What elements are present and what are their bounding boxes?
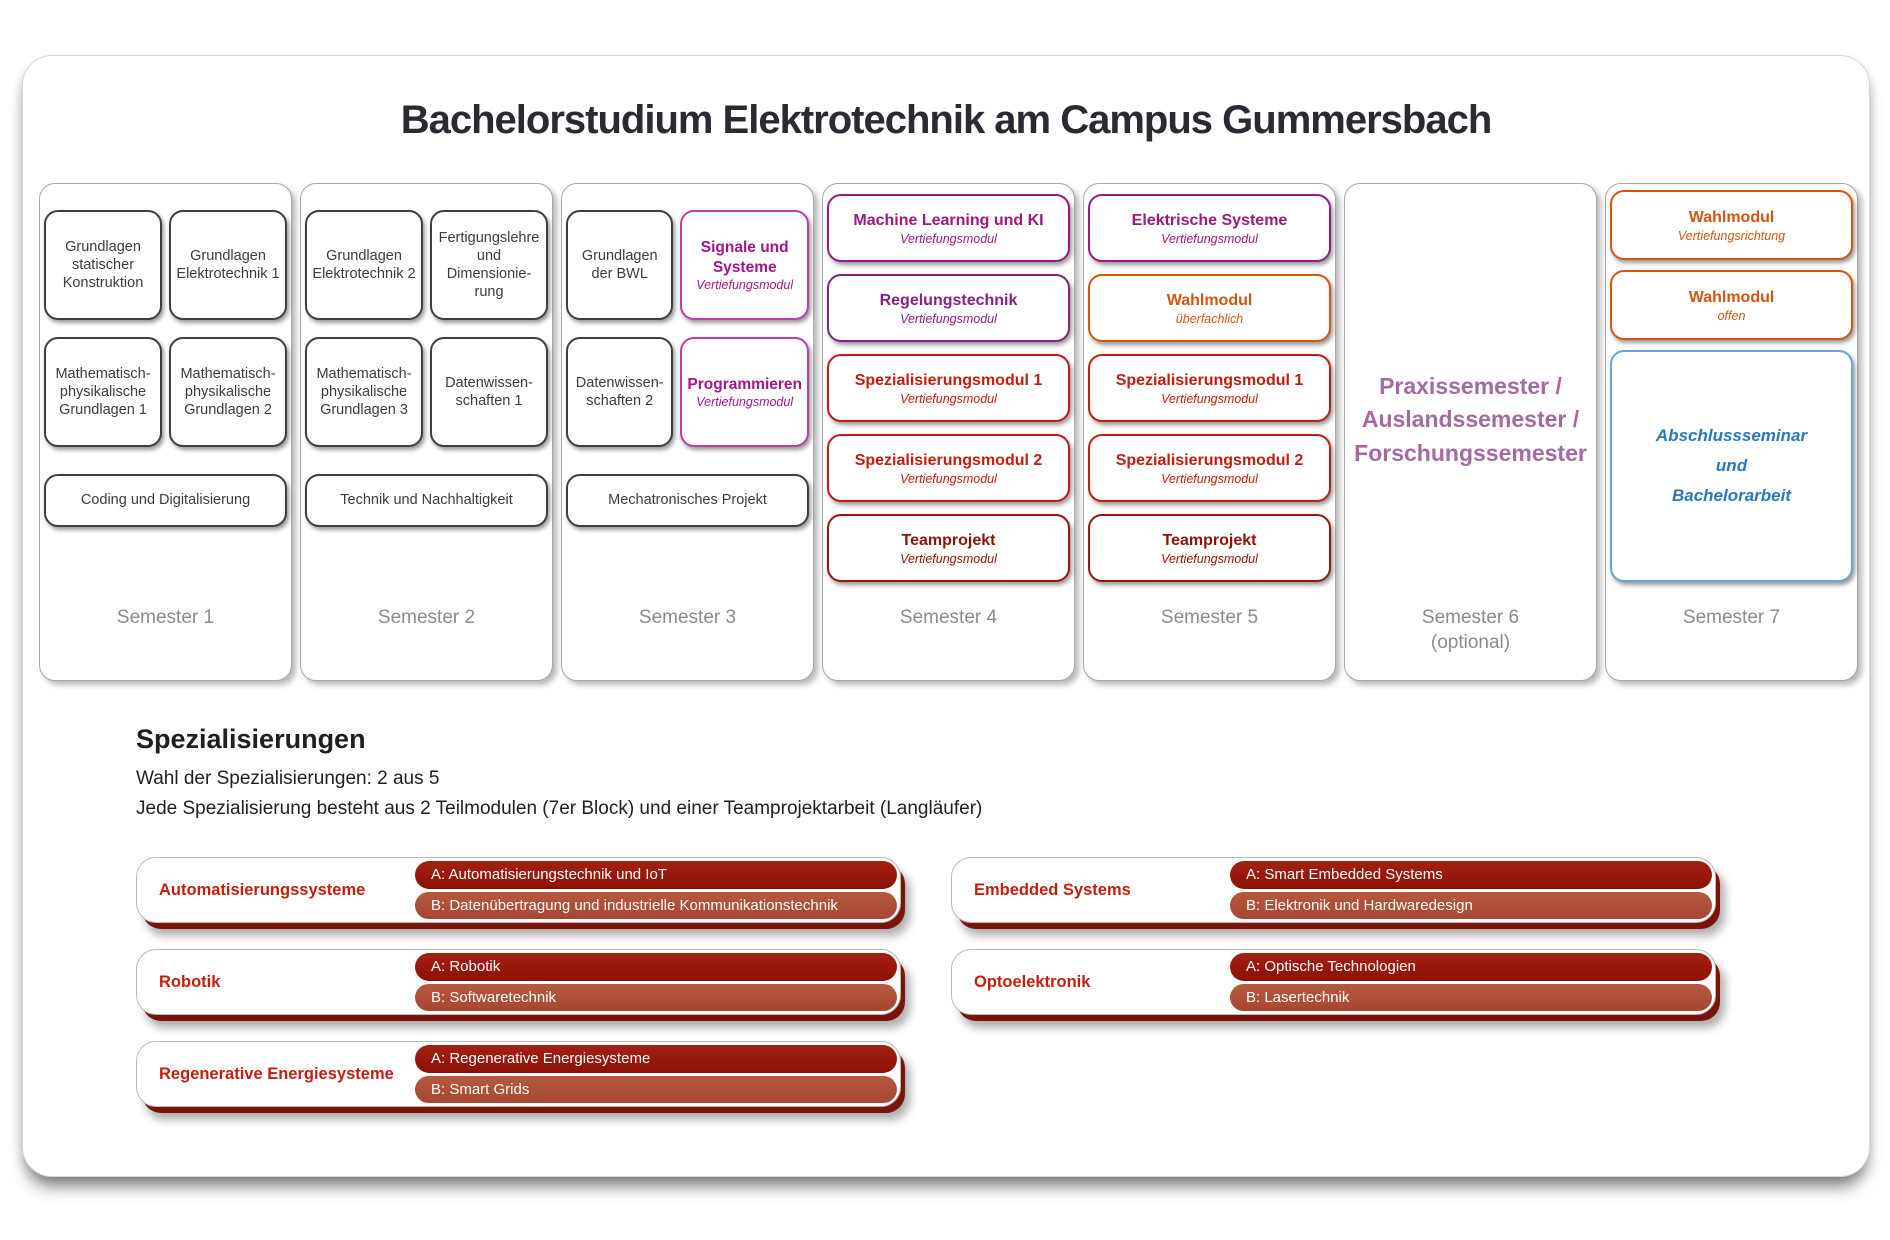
module-title: Datenwissen-schaften 1 [445,374,533,409]
module-title: Wahlmodul [1688,208,1775,226]
module-title: Wahlmodul [1166,291,1253,309]
semester-column-6 [1344,183,1597,681]
module-title: Mathematisch-physikalische Grundlagen 2 [180,365,276,419]
module-stack [1606,184,1857,582]
praxis-line: Auslandssemester / [1361,406,1580,433]
module-stack [823,184,1074,582]
spec-pills [415,950,900,1014]
spec-pill-b: B: Softwaretechnik [415,984,897,1012]
curriculum-card [22,55,1870,1177]
spec-pills [1230,858,1715,922]
module-title: Mathematisch-physikalische Grundlagen 3 [316,365,412,419]
module-box-wahlmodul-vertiefungsrichtung [1610,190,1853,260]
module-title: Spezialisierungsmodul 2 [1115,451,1304,469]
module-box-grundlagen-elektrotechnik-1 [169,210,287,320]
semester-label: Semester 1 [116,607,215,628]
module-title: Wahlmodul [1688,288,1775,306]
spec-name: Robotik [159,972,221,991]
module-subtitle: offen [1717,308,1746,323]
module-title: Teamprojekt [1162,531,1257,549]
module-subtitle: Vertiefungsmodul [900,311,997,326]
module-subtitle: Vertiefungsmodul [1161,551,1258,566]
spec-pill-b: B: Elektronik und Hardwaredesign [1230,892,1712,920]
module-box-elektrische-systeme [1088,194,1331,262]
module-box-programmieren [680,337,809,447]
semester-label: Semester 5 [1160,607,1259,628]
spec-pill-b: B: Smart Grids [415,1076,897,1104]
module-box-grundlagen-der-bwl [566,210,673,320]
module-title: Programmieren [687,375,802,393]
module-title: Teamprojekt [901,531,996,549]
module-title: Grundlagen der BWL [581,247,658,282]
module-box-math-phys-grundlagen-1 [44,337,162,447]
module-subtitle: Vertiefungsmodul [696,395,794,410]
page-title: Bachelorstudium Elektrotechnik am Campus Gummersbach [400,98,1492,142]
module-box-spezialisierungsmodul-2 [827,434,1070,502]
spec-name: Automatisierungssysteme [159,880,366,899]
module-title: Mechatronisches Projekt [608,492,767,509]
module-subtitle: Vertiefungsrichtung [1677,228,1786,243]
module-box-spezialisierungsmodul-2 [1088,434,1331,502]
module-title: Spezialisierungsmodul 2 [854,451,1043,469]
module-box-spezialisierungsmodul-1 [1088,354,1331,422]
abschluss-line: Bachelorarbeit [1671,485,1792,505]
spec-pill-a: A: Smart Embedded Systems [1230,861,1712,889]
module-title: Spezialisierungsmodul 1 [1115,371,1304,389]
module-subtitle: Vertiefungsmodul [900,551,997,566]
module-box-technik-und-nachhaltigkeit [305,474,548,527]
spec-pill-b: B: Lasertechnik [1230,984,1712,1012]
module-subtitle: Vertiefungsmodul [696,277,794,292]
semester-label-line: (optional) [1430,631,1511,653]
module-title: Grundlagen statischer Konstruktion [62,238,144,292]
spec-block-robotik [136,949,901,1015]
spec-pill-b: B: Datenübertragung und industrielle Kommunikationstechnik [415,892,897,920]
spec-pills [415,1042,900,1106]
module-title: Signale und Systeme [700,239,789,276]
module-box-machine-learning-und-ki [827,194,1070,262]
semester-label: Semester 3 [638,607,737,628]
spezialisierungen-heading: Spezialisierungen [136,724,366,754]
semester-column-2 [300,183,553,681]
spec-block-automatisierungssysteme [136,857,901,923]
spec-pill-a: A: Automatisierungstechnik und IoT [415,861,897,889]
abschluss-line: Abschlussseminar [1655,426,1808,446]
spezialisierungen-subline-1: Wahl der Spezialisierungen: 2 aus 5 [136,768,440,789]
semester-column-3 [561,183,814,681]
semester-column-7 [1605,183,1858,681]
module-box-datenwissenschaften-1 [430,337,548,447]
module-grid [301,184,552,527]
spec-block-optoelektronik [951,949,1716,1015]
module-title: Elektrische Systeme [1131,211,1288,229]
module-title [1656,421,1807,510]
spec-block-embedded-systems [951,857,1716,923]
module-grid [40,184,291,527]
module-box-datenwissenschaften-2 [566,337,673,447]
spec-pill-a: A: Optische Technologien [1230,953,1712,981]
module-grid [562,184,813,527]
module-box-teamprojekt [827,514,1070,582]
module-box-math-phys-grundlagen-2 [169,337,287,447]
module-title: Regelungstechnik [879,291,1018,309]
module-box-mechatronisches-projekt [566,474,809,527]
praxis-semester-text [1353,370,1588,470]
module-stack [1084,184,1335,582]
semester-label [1345,606,1596,655]
module-title: Mathematisch-physikalische Grundlagen 1 [55,365,151,419]
module-subtitle: Vertiefungsmodul [1161,231,1258,246]
module-title: Fertigungslehre und Dimensionie-rung [438,229,540,301]
module-subtitle: Vertiefungsmodul [1161,471,1258,486]
spec-pills [1230,950,1715,1014]
module-box-wahlmodul-ueberfachlich [1088,274,1331,342]
semester-column-1 [39,183,292,681]
module-title: Spezialisierungsmodul 1 [854,371,1043,389]
spec-block-regenerative-energiesysteme [136,1041,901,1107]
module-title: Datenwissen-schaften 2 [575,374,664,409]
module-box-grundlagen-statischer-konstruktion [44,210,162,320]
module-box-spezialisierungsmodul-1 [827,354,1070,422]
semester-label: Semester 4 [899,607,998,628]
module-box-grundlagen-elektrotechnik-2 [305,210,423,320]
module-title: Grundlagen Elektrotechnik 2 [312,247,416,282]
spec-name: Regenerative Energiesysteme [159,1064,394,1083]
abschluss-line: und [1715,456,1748,476]
semester-label-line: Semester 6 [1421,607,1520,628]
spec-pill-a: A: Regenerative Energiesysteme [415,1045,897,1073]
spec-name: Optoelektronik [974,972,1091,991]
spezialisierungen-subline-2: Jede Spezialisierung besteht aus 2 Teilmodulen (7er Block) und einer Teamprojektarbeit (Langläufer) [136,798,983,819]
module-box-regelungstechnik [827,274,1070,342]
module-box-wahlmodul-offen [1610,270,1853,340]
semester-label: Semester 2 [377,607,476,628]
semester-label: Semester 7 [1682,607,1781,628]
module-title: Machine Learning und KI [853,211,1044,229]
module-title: Grundlagen Elektrotechnik 1 [176,247,280,282]
spec-name: Embedded Systems [974,880,1131,899]
module-subtitle: Vertiefungsmodul [900,231,997,246]
spec-pills [415,858,900,922]
semester-column-5 [1083,183,1336,681]
module-subtitle: Vertiefungsmodul [900,471,997,486]
module-subtitle: überfachlich [1175,311,1244,326]
module-subtitle: Vertiefungsmodul [900,391,997,406]
module-box-math-phys-grundlagen-3 [305,337,423,447]
praxis-line: Praxissemester / [1379,373,1562,399]
module-box-coding-und-digitalisierung [44,474,287,527]
module-box-abschlussseminar-und-bachelorarbeit [1610,350,1853,582]
module-subtitle: Vertiefungsmodul [1161,391,1258,406]
spec-pill-a: A: Robotik [415,953,897,981]
semester-column-4 [822,183,1075,681]
module-box-signale-und-systeme [680,210,809,320]
module-title: Coding und Digitalisierung [80,492,251,509]
praxis-line: Forschungssemester [1354,439,1587,466]
module-box-fertigungslehre [430,210,548,320]
module-title: Technik und Nachhaltigkeit [340,492,513,509]
semester-columns [39,183,1858,681]
module-box-teamprojekt [1088,514,1331,582]
